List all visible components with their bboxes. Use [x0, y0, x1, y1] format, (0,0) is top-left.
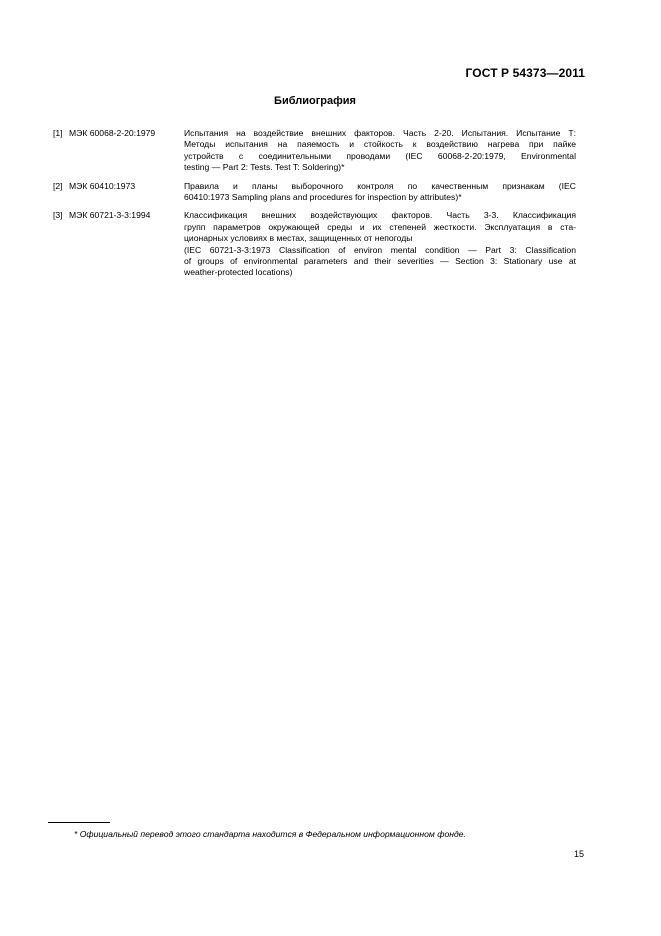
entry-line: устройств с соединительными проводами (IEC 60068-2-20:1979, Environmental: [184, 150, 576, 161]
entry-line: 60410:1973 Sampling plans and procedures for inspection by attributes)*: [184, 192, 462, 203]
entry-line: weather-protected locations): [184, 267, 293, 278]
entry-code: МЭК 60068-2-20:1979: [69, 128, 156, 138]
entry-text: [184, 210, 576, 278]
footnote-divider: [48, 822, 110, 823]
footnote-text: * Официальный перевод этого стандарта находится в Федеральном информационном фонде.: [74, 829, 466, 839]
page-number: 15: [573, 849, 584, 859]
entry-code: МЭК 60410:1973: [69, 180, 136, 191]
entry-line: of groups of environmental parameters and their severities — Section 3: Stationary use at: [184, 256, 576, 267]
entry-line: ционарных условиях в местах, защищенных от непогоды: [184, 233, 413, 244]
bibliography-list: [53, 128, 576, 286]
entry-code: МЭК 60721-3-3:1994: [69, 210, 151, 221]
entry-number: [3]: [53, 210, 63, 221]
entry-line: Методы испытания на паяемость и стойкость к воздействию нагрева при пайке: [184, 139, 576, 150]
bibliography-entry: [53, 128, 576, 174]
entry-text: [184, 181, 576, 204]
entry-line: Правила и планы выборочного контроля по качественным признакам (IEC: [184, 180, 576, 191]
entry-line: Классификация внешних воздействующих факторов. Часть 3-3. Классификация: [184, 210, 576, 221]
entry-line: (IEC 60721-3-3:1973 Classification of environ mental condition — Part 3: Classification: [184, 244, 576, 255]
bibliography-entry: [53, 210, 576, 278]
entry-number: [1]: [53, 128, 63, 138]
entry-line: testing — Part 2: Tests. Test T: Soldering)*: [184, 162, 345, 173]
document-code: ГОСТ Р 54373—2011: [465, 66, 585, 80]
section-title: Библиография: [274, 95, 356, 107]
entry-line: групп параметров окружающей среды и их степеней жесткости. Эксплуатация в ста-: [184, 221, 576, 232]
bibliography-entry: [53, 181, 576, 204]
entry-line: Испытания на воздействие внешних факторов. Часть 2-20. Испытания. Испытание Т:: [184, 128, 576, 138]
entry-text: [184, 128, 576, 174]
entry-number: [2]: [53, 180, 63, 191]
